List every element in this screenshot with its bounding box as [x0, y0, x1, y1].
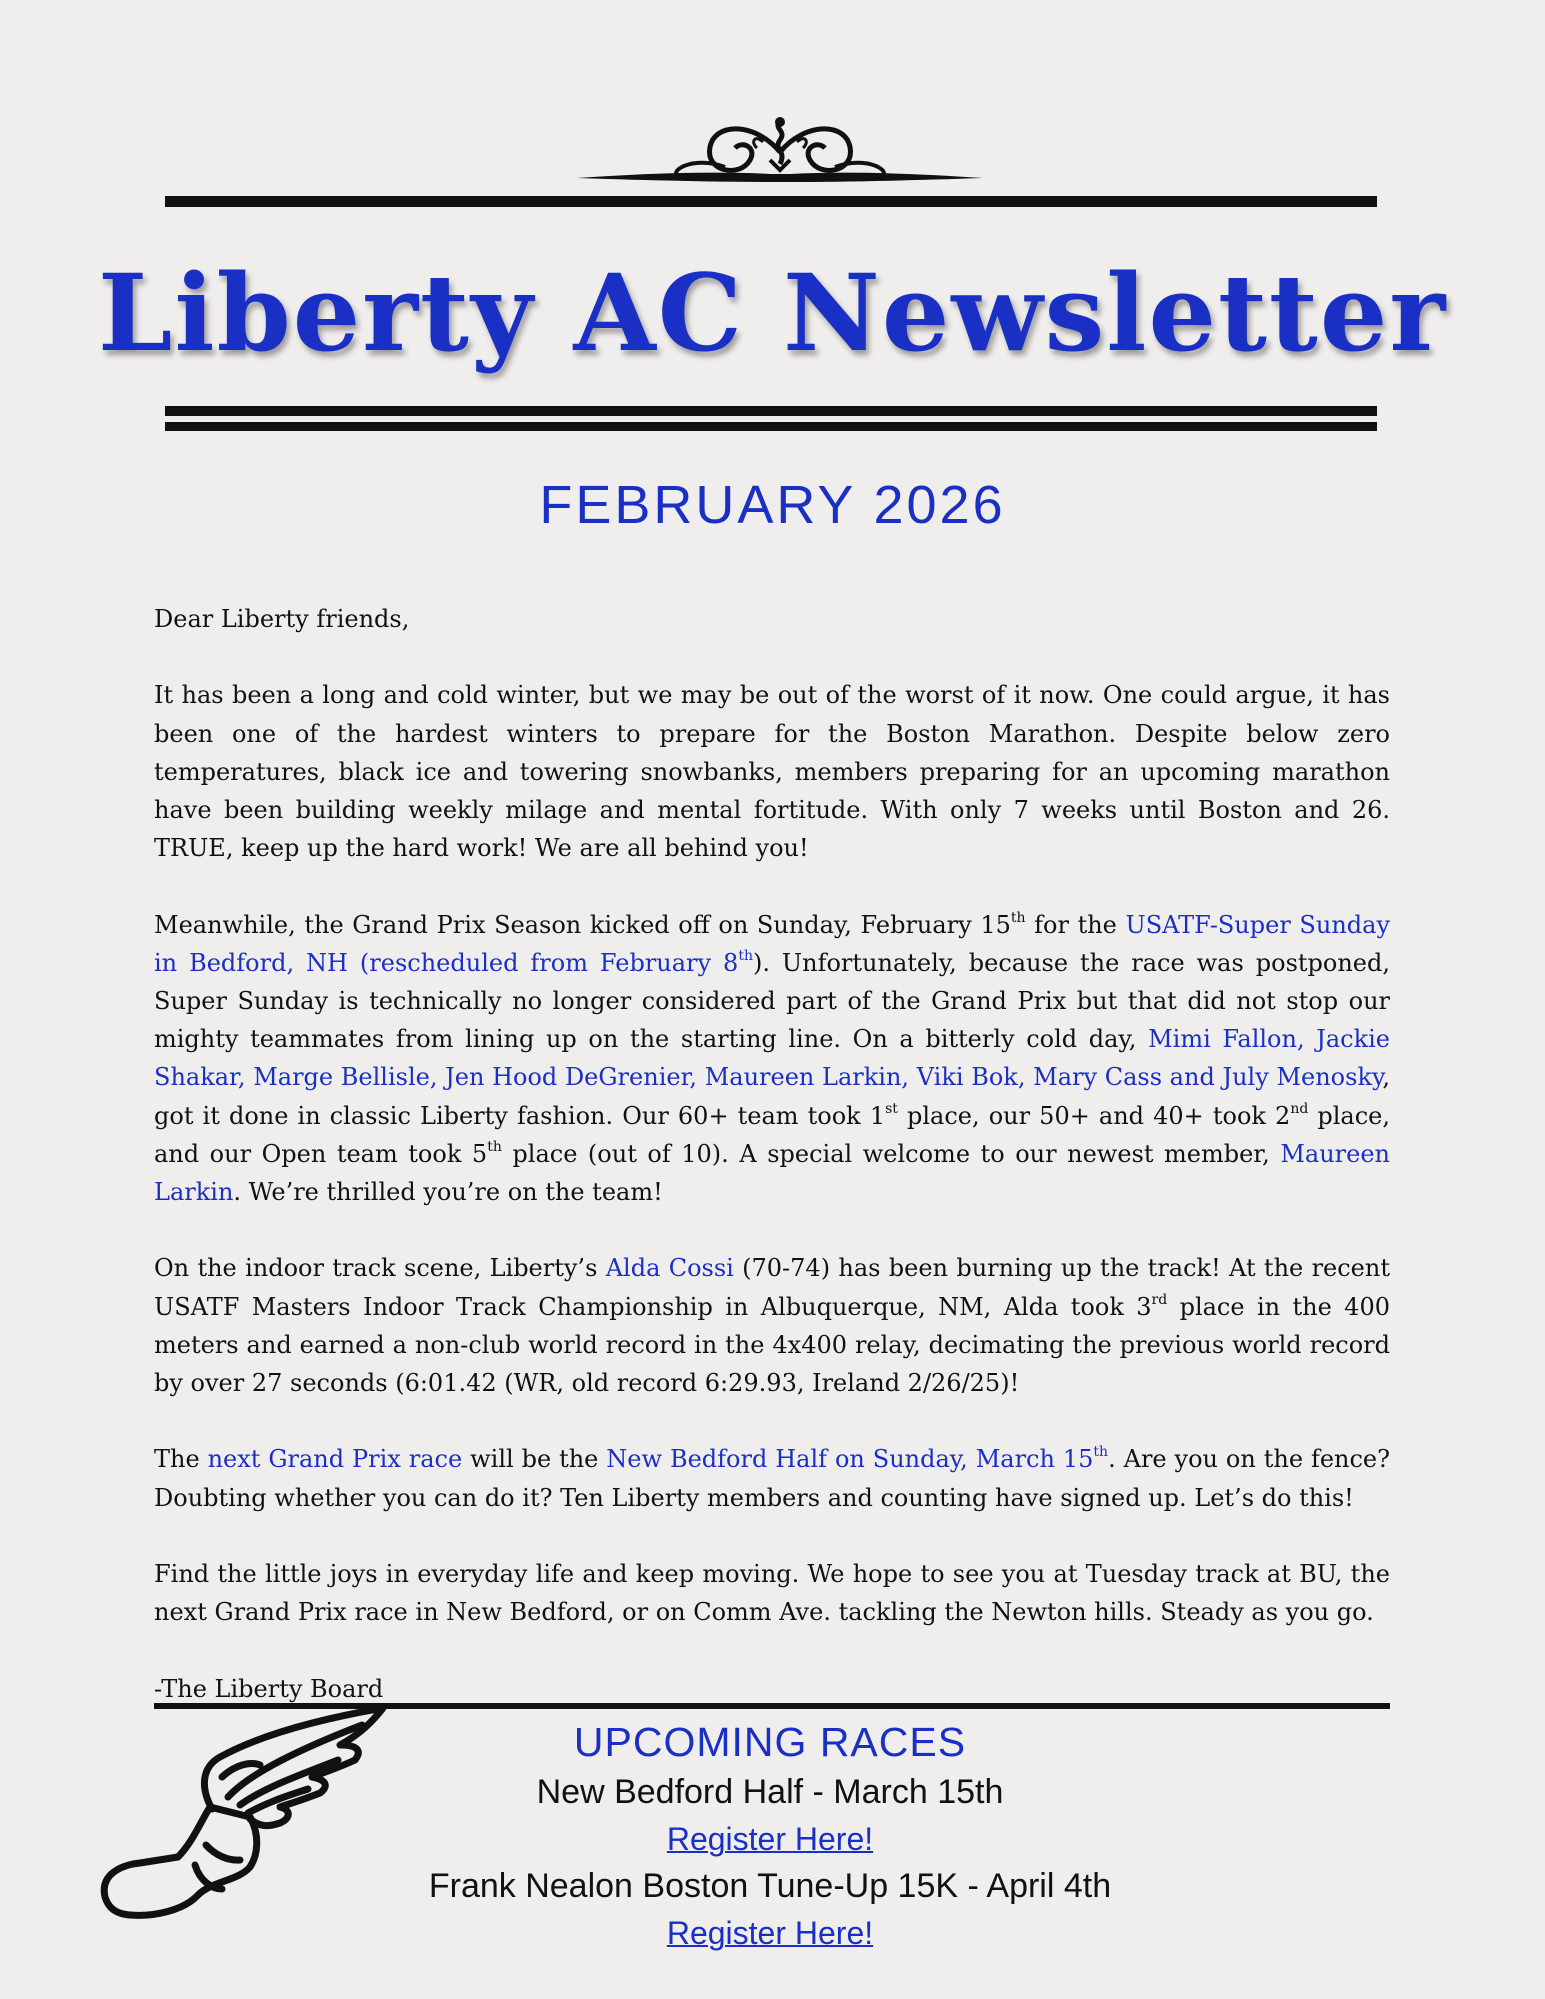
- maureen-larkin-link[interactable]: Maureen Larkin: [154, 1139, 1391, 1207]
- masthead-bottom-rule: [165, 406, 1377, 416]
- register-link[interactable]: Register Here!: [666, 1915, 874, 1951]
- paragraph-winter: It has been a long and cold winter, but we may be out of the worst of it now. One could argue, it has been one of the hardest winters to prepare for the Boston Marathon. Despite below zero temperatures, black ice and towering snowbanks, members preparing for an upcoming marathon have been building weekly milage and mental fortitude. With only 7 weeks until Boston and 26. TRUE, keep up the hard work! We are all behind you!: [154, 681, 1390, 863]
- paragraph-closing: Find the little joys in everyday life and keep moving. We hope to see you at Tuesday track at BU, the next Grand Prix race in New Bedford, or on Comm Ave. tackling the Newton hills. Steady as you go.: [154, 1560, 1390, 1627]
- upcoming-races-heading: UPCOMING RACES: [573, 1719, 967, 1765]
- team-members-link[interactable]: Mimi Fallon, Jackie Shakar, Marge Bellisle, Jen Hood DeGrenier, Maureen Larkin, Viki Bok, Mary Cass and July Menosky: [154, 1025, 1391, 1092]
- masthead-top-rule: [165, 196, 1377, 207]
- paragraph-next-race: The next Grand Prix race will be the New Bedford Half on Sunday, March 15th. Are you on the fence? Doubting whether you can do it? Ten Liberty members and counting have signed up. Let’s do this!: [154, 1444, 1391, 1512]
- signature: -The Liberty Board: [154, 1674, 384, 1703]
- race-item: New Bedford Half - March 15th: [536, 1773, 1004, 1811]
- new-bedford-half-link[interactable]: New Bedford Half on Sunday, March 15th: [606, 1444, 1109, 1474]
- alda-cossi-link[interactable]: Alda Cossi: [605, 1254, 734, 1283]
- next-grand-prix-link[interactable]: next Grand Prix race: [207, 1445, 463, 1474]
- paragraph-indoor-track: On the indoor track scene, Liberty’s Alda Cossi (70-74) has been burning up the track! At the recent USATF Masters Indoor Track Championship in Albuquerque, NM, Alda took 3rd place in the 400 meters and earned a non-club world record in the 4x400 relay, decimating the previous world record by over 27 seconds (6:01.42 (WR, old record 6:29.93, Ireland 2/26/25)!: [154, 1254, 1390, 1398]
- register-link[interactable]: Register Here!: [666, 1821, 874, 1857]
- masthead-bottom-rule-thin: [165, 422, 1377, 431]
- issue-date: FEBRUARY 2026: [539, 475, 1006, 535]
- newsletter-title: Liberty AC Newsletter: [97, 250, 1448, 375]
- paragraph-grand-prix: Meanwhile, the Grand Prix Season kicked off on Sunday, February 15th for the USATF-Super Sunday in Bedford, NH (rescheduled from February 8th). Unfortunately, because the race was postponed, Super Sunday is technically no longer considered part of the Grand Prix but that did not stop our mighty teammates from lining up on the starting line. On a bitterly cold day, Mimi Fallon, Jackie Shakar, Marge Bellisle, Jen Hood DeGrenier, Maureen Larkin, Viki Bok, Mary Cass and July Menosky, got it done in classic Liberty fashion. Our 60+ team took 1st place, our 50+ and 40+ took 2nd place, and our Open team took 5th place (out of 10). A special welcome to our newest member, Maureen Larkin. We’re thrilled you’re on the team!: [154, 909, 1391, 1207]
- race-item: Frank Nealon Boston Tune-Up 15K - April 4th: [428, 1867, 1112, 1905]
- letter-body: [154, 600, 1390, 1708]
- super-sunday-link[interactable]: USATF-Super Sunday in Bedford, NH (rescheduled from February 8th: [154, 910, 1390, 977]
- upcoming-races: [330, 1715, 1210, 1957]
- scroll-ornament-icon: [575, 112, 985, 192]
- greeting: Dear Liberty friends,: [154, 605, 410, 633]
